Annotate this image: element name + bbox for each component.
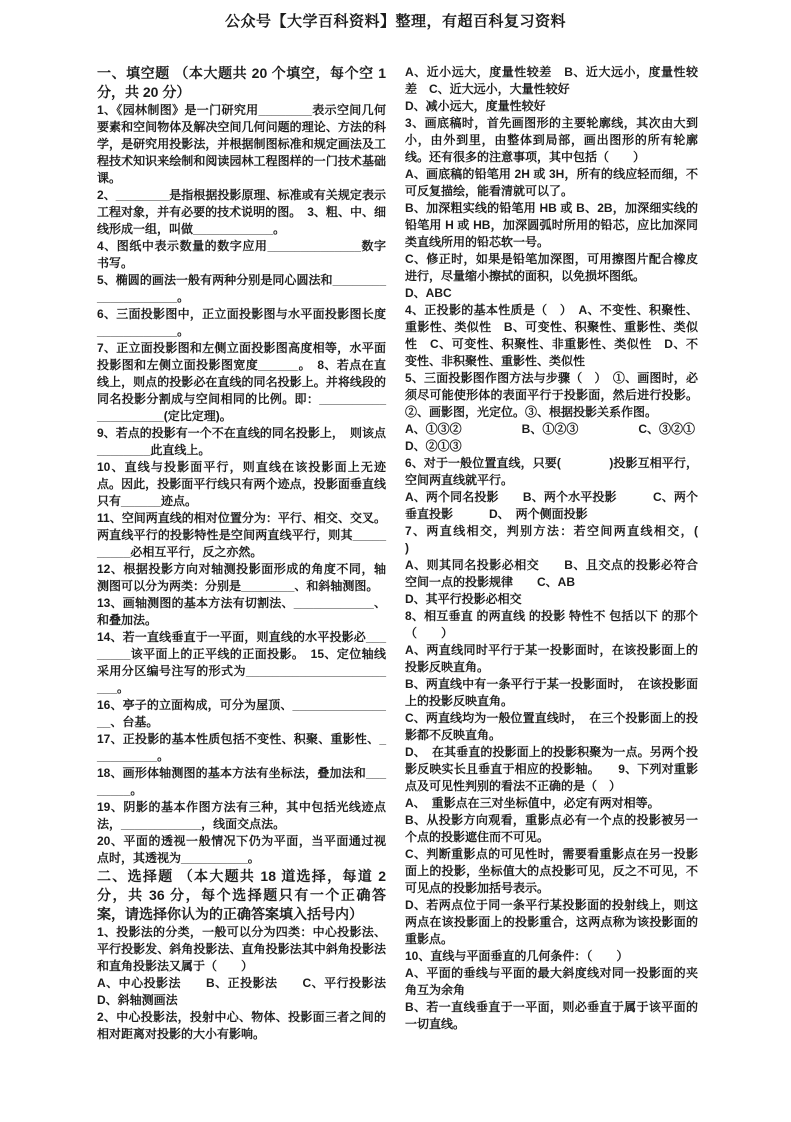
- paragraph: 2、中心投影法，投射中心、物体、投影面三者之间的相对距离对投影的大小有影响。: [97, 1010, 386, 1041]
- paragraph: D、其平行投影必相交: [405, 592, 522, 606]
- paragraph: 5、椭圆的画法一般有两种分别是同心圆法和____________________。: [97, 273, 386, 304]
- paragraph: 19、阴影的基本作图方法有三种，其中包括光线迹点法，____________，线面交点法。: [97, 800, 386, 831]
- paragraph: 3、画底稿时，首先画图形的主要轮廓线，其次由大到小，由外到里，由整体到局部，画出图形的所有轮廓线。还有很多的注意事项，其中包括（ ）: [405, 116, 698, 164]
- paragraph: B、加深粗实线的铅笔用 HB 或 B、2B，加深细实线的铅笔用 H 或 HB，加深圆弧时所用的铅芯，应比加深同类直线所用的铅芯软一号。: [405, 201, 698, 249]
- right-column: [405, 64, 735, 1033]
- left-column: [97, 64, 411, 1043]
- paragraph: A、 重影点在三对坐标值中，必定有两对相等。: [405, 796, 660, 810]
- paragraph: D、若两点位于同一条平行某投影面的投射线上，则这两点在该投影面上的投影重合，这两点称为该投影面的重影点。: [405, 898, 698, 946]
- paragraph: 7、正立面投影图和左侧立面投影图高度相等，水平面投影图和左侧立面投影图宽度______。 8、若点在直线上，则点的投影必在直线的同名投影上。并将线段的同名投影分割成与空间相同的比例。即：____________________(定比定理)。: [97, 341, 386, 423]
- paragraph: 17、正投影的基本性质包括不变性、积聚、重影性、__________。: [97, 732, 386, 763]
- paragraph: C、两直线均为一般位置直线时， 在三个投影面上的投影都不反映直角。: [405, 711, 698, 742]
- section-heading: 一、填空题 （本大题共 20 个填空，每个空 1 分，共 20 分）: [97, 65, 386, 100]
- paragraph: C、修正时，如果是铅笔加深图，可用擦图片配合橡皮进行，尽量缩小擦拭的面积，以免损坏图纸。: [405, 252, 698, 283]
- paragraph: 1、《园林制图》是一门研究用________表示空间几何要素和空间物体及解决空间几何问题的理论、方法的科学，是研究用投影法，并根据制图标准和规定画法及工程技术知识来绘制和阅读园林工程图样的一门技术基础课。: [97, 103, 386, 185]
- paragraph: D、ABC: [405, 286, 452, 300]
- paragraph: 4、正投影的基本性质是（ ） A、不变性、积聚性、重影性、类似性 B、可变性、积聚性、重影性、类似性 C、可变性、积聚性、非重影性、类似性 D、不变性、非积聚性、重影性、类似性: [405, 303, 698, 368]
- paragraph: A、两个同名投影 B、两个水平投影 C、两个垂直投影 D、 两个侧面投影: [405, 490, 698, 521]
- paragraph: 2、________是指根据投影原理、标准或有关规定表示工程对象，并有必要的技术说明的图。 3、粗、中、细线形成一组，叫做____________。: [97, 188, 386, 236]
- paragraph: D、②①③: [405, 439, 462, 453]
- paragraph: 18、画形体轴测图的基本方法有坐标法，叠加法和________。: [97, 766, 386, 797]
- paragraph: 10、直线与投影面平行，则直线在该投影面上无迹点。因此，投影面平行线只有两个迹点，投影面垂直线只有______迹点。: [97, 460, 386, 508]
- paragraph: D、 在其垂直的投影面上的投影积聚为一点。另两个投影反映实长且垂直于相应的投影轴。 9、下列对重影点及可见性判别的看法不正确的是（ ）: [405, 745, 698, 793]
- paragraph: 16、亭子的立面构成，可分为屋顶、________________、台基。: [97, 698, 386, 729]
- paragraph: A、近小远大，度量性较差 B、近大远小，度量性较差 C、近大远小，大量性较好: [405, 65, 698, 96]
- paragraph: B、两直线中有一条平行于某一投影面时， 在该投影面上的投影反映直角。: [405, 677, 698, 708]
- paragraph: 5、三面投影图作图方法与步骤（ ） ①、画图时，必须尽可能使形体的表面平行于投影面，然后进行投影。②、画影图，光定位。③、根据投影关系作图。: [405, 371, 698, 419]
- paragraph: A、画底稿的铅笔用 2H 或 3H，所有的线应轻而细，不可反复描绘，能看清就可以了。: [405, 167, 698, 198]
- paragraph: 1、投影法的分类，一般可以分为四类：中心投影法、平行投影发、斜角投影法、直角投影法其中斜角投影法和直角投影法又属于（ ）: [97, 925, 386, 973]
- paragraph: A、平面的垂线与平面的最大斜度线对同一投影面的夹角互为余角: [405, 966, 698, 997]
- paragraph: 7、两直线相交，判别方法：若空间两直线相交，( ): [405, 524, 735, 555]
- paragraph: 12、根据投影方向对轴测投影面形成的角度不同，轴测图可以分为两类：分别是________、和斜轴测图。: [97, 562, 386, 593]
- paragraph: A、①③② B、①②③ C、③②①: [405, 422, 696, 436]
- paragraph: 4、图纸中表示数量的数字应用______________数字书写。: [97, 239, 386, 270]
- paragraph: A、两直线同时平行于某一投影面时，在该投影面上的投影反映直角。: [405, 643, 698, 674]
- paragraph: 13、画轴测图的基本方法有切割法、____________、和叠加法。: [97, 596, 386, 627]
- paragraph: 11、空间两直线的相对位置分为：平行、相交、交叉。两直线平行的投影特性是空间两直线平行，则其__________必相互平行，反之亦然。: [97, 511, 386, 559]
- page-header: 公众号【大学百科资料】整理，有超百科复习资料: [224, 13, 566, 30]
- paragraph: 14、若一直线垂直于一平面，则直线的水平投影必________该平面上的正平线的正面投影。 15、定位轴线采用分区编号注写的形式为________________________。: [97, 630, 386, 695]
- paragraph: C、判断重影点的可见性时，需要看重影点在另一投影面上的投影，坐标值大的点投影可见，反之不可见，不可见点的投影加括号表示。: [405, 847, 698, 895]
- paragraph: 6、三面投影图中，正立面投影图与水平面投影图长度____________。: [97, 307, 386, 338]
- paragraph: B、若一直线垂直于一平面，则必垂直于属于该平面的一切直线。: [405, 1000, 698, 1031]
- paragraph: 9、若点的投影有一个不在直线的同名投影上， 则该点________此直线上。: [97, 426, 386, 457]
- paragraph: 10、直线与平面垂直的几何条件：（ ）: [405, 949, 629, 963]
- paragraph: 8、相互垂直 的两直线 的投影 特性不 包括以下 的那个（ ）: [405, 609, 698, 640]
- paragraph: A、中心投影法 B、正投影法 C、平行投影法 D、斜轴测画法: [97, 976, 411, 1007]
- paragraph: A、则其同名投影必相交 B、且交点的投影必符合空间一点的投影规律 C、AB: [405, 558, 698, 589]
- paragraph: B、从投影方向观看，重影点必有一个点的投影被另一个点的投影遮住而不可见。: [405, 813, 698, 844]
- paragraph: 20、平面的透视一般情况下仍为平面，当平面通过视点时，其透视为__________。: [97, 834, 386, 865]
- paragraph: D、减小远大，度量性较好: [405, 99, 546, 113]
- section-heading: 二、选择题 （本大题共 18 道选择，每道 2 分，共 36 分，每个选择题只有一个正确答案，请选择你认为的正确答案填入括号内）: [97, 868, 386, 922]
- paragraph: 6、对于一般位置直线，只要( )投影互相平行，空间两直线就平行。: [405, 456, 698, 487]
